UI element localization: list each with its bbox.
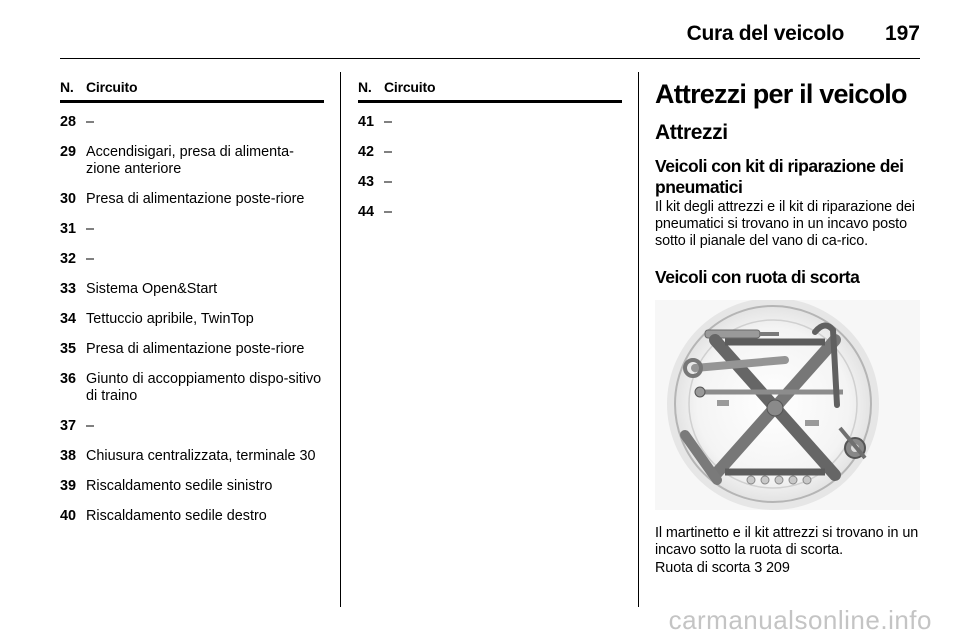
- row-number: 33: [60, 281, 77, 297]
- row-number: 35: [60, 341, 77, 357]
- row-number: 30: [60, 191, 77, 207]
- row-circuit: Sistema Open&Start: [86, 281, 218, 297]
- row-circuit: Tettuccio apribile, TwinTop: [86, 311, 254, 327]
- row-circuit: –: [86, 418, 95, 434]
- row-circuit: –: [86, 251, 95, 267]
- table-header: [60, 72, 324, 103]
- column-divider: [340, 72, 341, 607]
- spare-wheel-reference: [655, 560, 920, 577]
- header-title: Cura del veicolo: [686, 22, 844, 45]
- table-row: [60, 114, 324, 131]
- row-number: 41: [358, 114, 375, 130]
- watermark: carmanualsonline.info: [668, 605, 932, 635]
- row-number: 31: [60, 221, 77, 237]
- table-row: [60, 478, 324, 495]
- table-row: [358, 204, 622, 221]
- table-row: [358, 144, 622, 161]
- row-circuit: Presa di alimentazione poste-riore: [86, 191, 305, 207]
- row-circuit: Chiusura centralizzata, terminale 30: [86, 448, 316, 464]
- row-circuit: –: [384, 174, 393, 190]
- table-header: [358, 72, 622, 103]
- row-number: 44: [358, 204, 375, 220]
- row-circuit: –: [86, 221, 95, 237]
- table-row: [60, 251, 324, 268]
- row-number: 29: [60, 144, 77, 160]
- table-header-n: N.: [60, 79, 74, 95]
- tools-section: [655, 72, 920, 577]
- row-circuit: Giunto di accoppiamento dispo-sitivo di traino: [86, 371, 322, 404]
- table-row: [60, 448, 324, 465]
- row-circuit: –: [384, 114, 393, 130]
- row-number: 43: [358, 174, 375, 190]
- page-header: [60, 18, 920, 59]
- row-number: 36: [60, 371, 77, 387]
- row-number: 40: [60, 508, 77, 524]
- table-rows: [60, 114, 324, 525]
- reference-arrow-icon: 3: [754, 560, 763, 576]
- heading-repair-kit: Veicoli con kit di riparazione dei pneumatici: [655, 156, 904, 197]
- text-spare-wheel: Il martinetto e il kit attrezzi si trovano in un incavo sotto la ruota di scorta.: [655, 525, 919, 558]
- spare-wheel-tools-illustration: [655, 300, 920, 510]
- table-row: [60, 371, 324, 405]
- row-number: 32: [60, 251, 77, 267]
- row-circuit: Riscaldamento sedile destro: [86, 508, 267, 524]
- table-row: [60, 341, 324, 358]
- row-number: 28: [60, 114, 77, 130]
- row-circuit: –: [384, 144, 393, 160]
- row-circuit: Riscaldamento sedile sinistro: [86, 478, 273, 494]
- column-divider: [638, 72, 639, 607]
- fuse-table-left: [60, 72, 324, 538]
- text-repair-kit: Il kit degli attrezzi e il kit di riparazione dei pneumatici si trovano in un incavo posto sotto il pianale del vano di ca-rico.: [655, 199, 915, 249]
- table-header-circuit: Circuito: [86, 79, 138, 95]
- table-rows: [358, 114, 622, 221]
- table-row: [60, 508, 324, 525]
- table-row: [358, 114, 622, 131]
- table-row: [358, 174, 622, 191]
- row-number: 42: [358, 144, 375, 160]
- table-row: [60, 221, 324, 238]
- row-number: 39: [60, 478, 77, 494]
- table-row: [60, 191, 324, 208]
- table-row: [60, 281, 324, 298]
- table-header-n: N.: [358, 79, 372, 95]
- table-row: [60, 311, 324, 328]
- row-number: 34: [60, 311, 77, 327]
- section-subtitle: Attrezzi: [655, 121, 728, 144]
- row-number: 38: [60, 448, 77, 464]
- reference-page: 209: [766, 560, 790, 576]
- reference-label: Ruota di scorta: [655, 560, 751, 576]
- row-circuit: Presa di alimentazione poste-riore: [86, 341, 305, 357]
- table-row: [60, 418, 324, 435]
- heading-spare-wheel: Veicoli con ruota di scorta: [655, 267, 860, 287]
- table-row: [60, 144, 324, 178]
- row-number: 37: [60, 418, 77, 434]
- page-number: 197: [884, 22, 920, 45]
- row-circuit: –: [86, 114, 95, 130]
- fuse-table-right: [358, 72, 622, 234]
- row-circuit: Accendisigari, presa di alimenta-zione anteriore: [86, 144, 294, 177]
- row-circuit: –: [384, 204, 393, 220]
- section-title: Attrezzi per il veicolo: [655, 79, 907, 109]
- table-header-circuit: Circuito: [384, 79, 436, 95]
